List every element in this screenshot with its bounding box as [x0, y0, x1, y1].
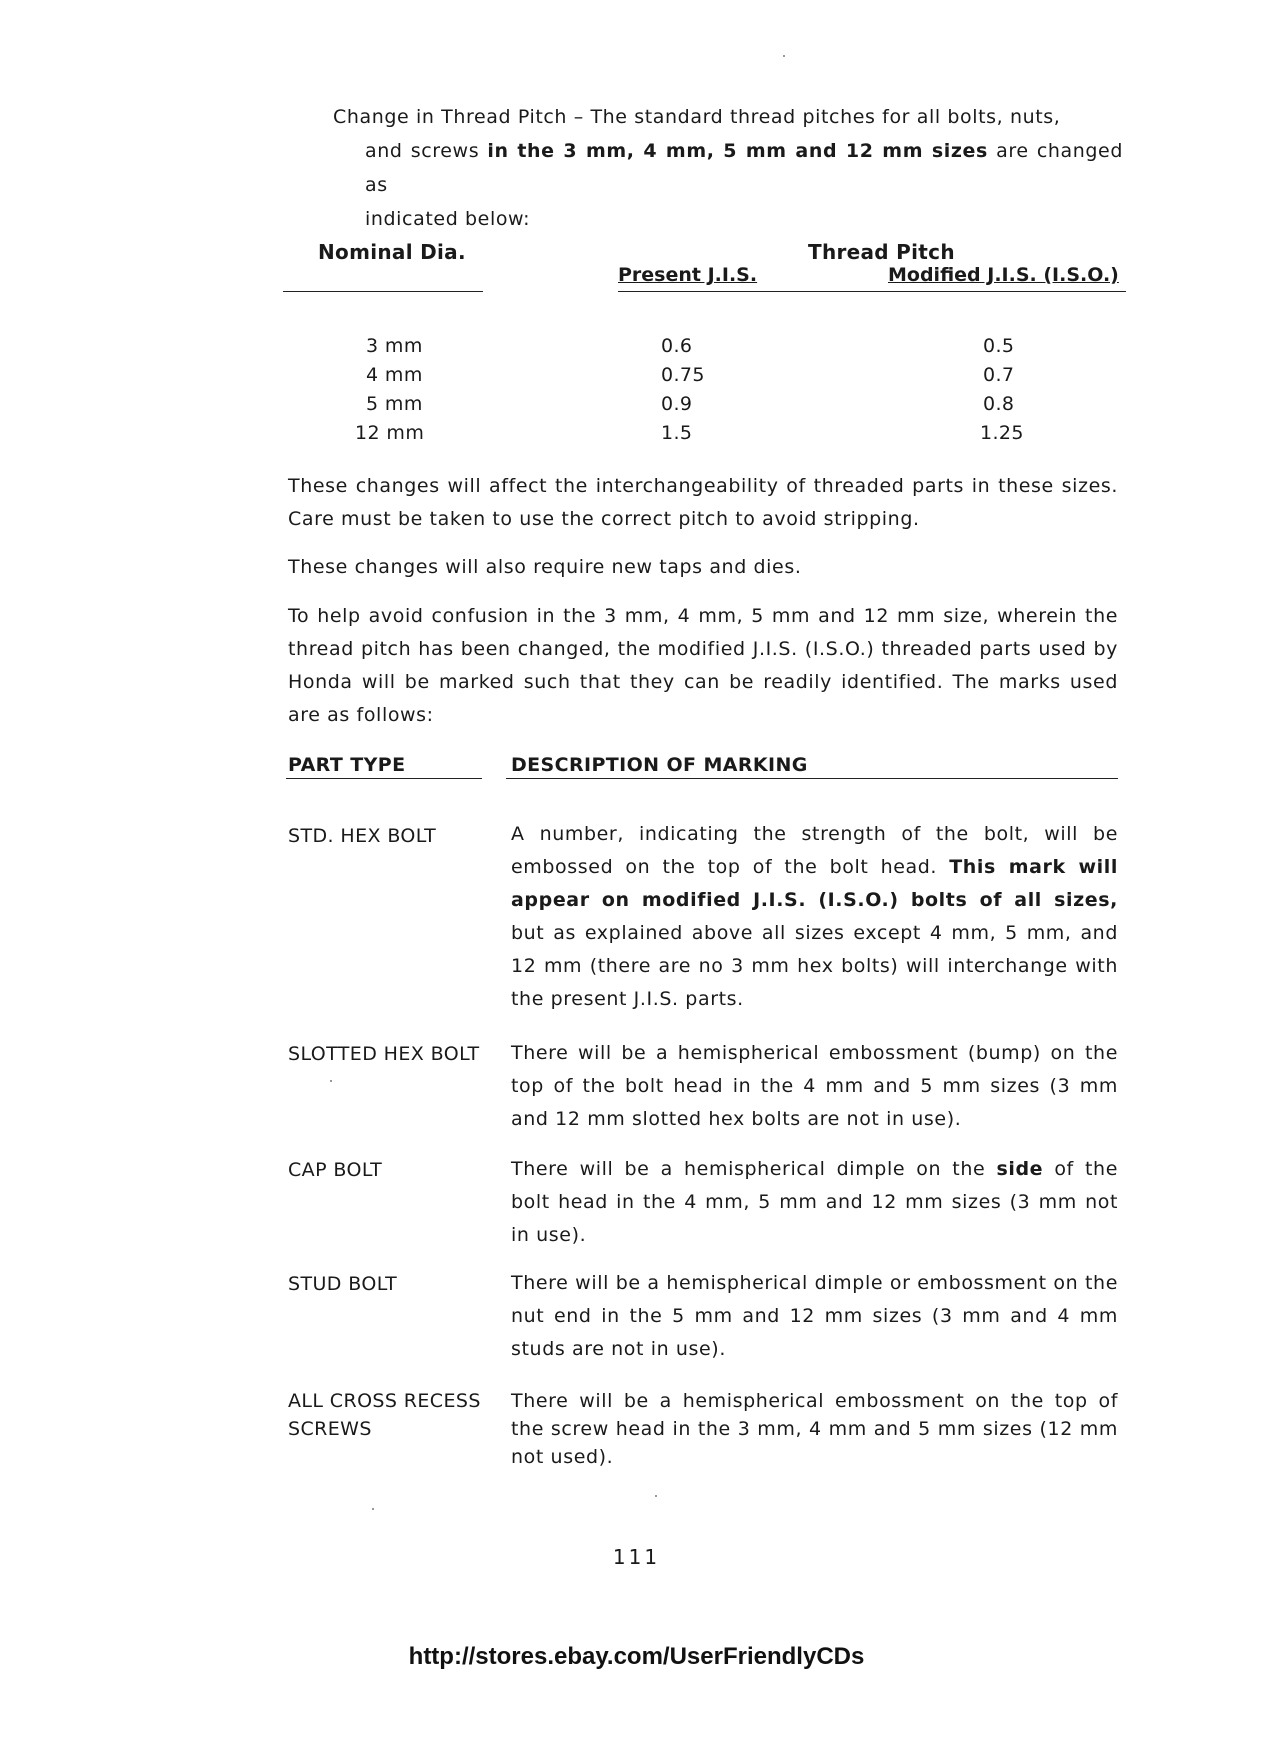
pitch-row-modified: 0.7 — [983, 364, 1015, 386]
pitch-table-present-header: Present J.I.S. — [618, 264, 758, 286]
desc-text: but as explained above all sizes except 4 mm, 5 mm, and 12 mm (there are no 3 mm hex bolts) will interchange with the present J.I.S. parts. — [511, 922, 1118, 1010]
intro-line-1: Change in Thread Pitch – The standard thread pitches for all bolts, nuts, — [333, 106, 1061, 128]
intro-line-2 — [333, 134, 1123, 202]
part-type-stud-bolt: STUD BOLT — [288, 1273, 398, 1295]
marking-table-rule-right — [506, 778, 1118, 779]
marking-table-rule-left — [286, 778, 482, 779]
desc-text: A number, indicating the strength of the bolt, will be embossed on the top of the bolt head. — [511, 823, 1118, 878]
desc-std-hex-bolt — [511, 818, 1118, 1016]
pitch-table-group-header: Thread Pitch — [808, 240, 955, 264]
pitch-table-nominal-header: Nominal Dia. — [318, 240, 466, 264]
paragraph-taps-dies: These changes will also require new taps and dies. — [288, 556, 802, 578]
scan-speck — [372, 1508, 374, 1510]
desc-cap-bolt — [511, 1153, 1118, 1252]
intro-bold-sizes: in the 3 mm, 4 mm, 5 mm and 12 mm sizes — [487, 140, 988, 162]
pitch-table-rule-left — [283, 291, 483, 292]
page-number: 111 — [612, 1545, 661, 1569]
intro-line-3: indicated below: — [365, 208, 531, 230]
intro-text: are changed as — [365, 140, 1124, 196]
part-type-cross-recess-screws: ALL CROSS RECESS SCREWS — [288, 1390, 481, 1440]
pitch-row-dia: 4 mm — [366, 364, 423, 386]
pitch-table-modified-header: Modified J.I.S. (I.S.O.) — [888, 264, 1119, 286]
scan-speck — [655, 1495, 657, 1497]
pitch-row-present: 1.5 — [661, 422, 693, 444]
marking-table-desc-header: DESCRIPTION OF MARKING — [511, 754, 808, 776]
desc-cross-recess-screws: There will be a hemispherical embossment on the top of the screw head in the 3 mm, 4 mm and 5 mm sizes (12 mm not used). — [511, 1390, 1118, 1468]
paragraph-interchangeability: These changes will affect the interchangeability of threaded parts in these sizes. Care must be taken to use the correct pitch to avoid stripping. — [288, 475, 1118, 530]
pitch-row-present: 0.75 — [661, 364, 705, 386]
part-type-slotted-hex-bolt: SLOTTED HEX BOLT — [288, 1043, 480, 1065]
desc-bold-text: side — [996, 1158, 1044, 1180]
pitch-row-dia: 12 mm — [355, 422, 425, 444]
desc-slotted-hex-bolt: There will be a hemispherical embossment (bump) on the top of the bolt head in the 4 mm and 5 mm sizes (3 mm and 12 mm slotted hex bolts are not in use). — [511, 1042, 1118, 1130]
paragraph-marking-intro: To help avoid confusion in the 3 mm, 4 mm, 5 mm and 12 mm size, wherein the thread pitch has been changed, the modified J.I.S. (I.S.O.) threaded parts used by Honda will be marked such that they can be readily identified. The marks used are as follows: — [288, 605, 1118, 726]
part-type-std-hex-bolt: STD. HEX BOLT — [288, 825, 437, 847]
desc-bold-text: This mark will appear on modified J.I.S. (I.S.O.) bolts of all sizes, — [511, 856, 1118, 911]
desc-stud-bolt: There will be a hemispherical dimple or embossment on the nut end in the 5 mm and 12 mm sizes (3 mm and 4 mm studs are not in use). — [511, 1272, 1118, 1360]
pitch-row-dia: 3 mm — [366, 335, 423, 357]
footer-url: http://stores.ebay.com/UserFriendlyCDs — [408, 1643, 865, 1670]
intro-text: and screws — [365, 140, 488, 162]
desc-text: of the bolt head in the 4 mm, 5 mm and 12 mm sizes (3 mm not in use). — [511, 1158, 1118, 1246]
pitch-row-dia: 5 mm — [366, 393, 423, 415]
pitch-row-modified: 1.25 — [980, 422, 1024, 444]
scan-speck — [330, 1080, 332, 1082]
desc-text: There will be a hemispherical dimple on the — [511, 1158, 997, 1180]
intro-paragraph — [333, 100, 1123, 236]
pitch-row-modified: 0.8 — [983, 393, 1015, 415]
marking-table-part-header: PART TYPE — [288, 754, 406, 776]
scan-speck — [783, 55, 785, 57]
pitch-row-modified: 0.5 — [983, 335, 1015, 357]
pitch-table-rule-right — [618, 291, 1126, 292]
part-type-cap-bolt: CAP BOLT — [288, 1159, 383, 1181]
pitch-row-present: 0.6 — [661, 335, 693, 357]
pitch-row-present: 0.9 — [661, 393, 693, 415]
